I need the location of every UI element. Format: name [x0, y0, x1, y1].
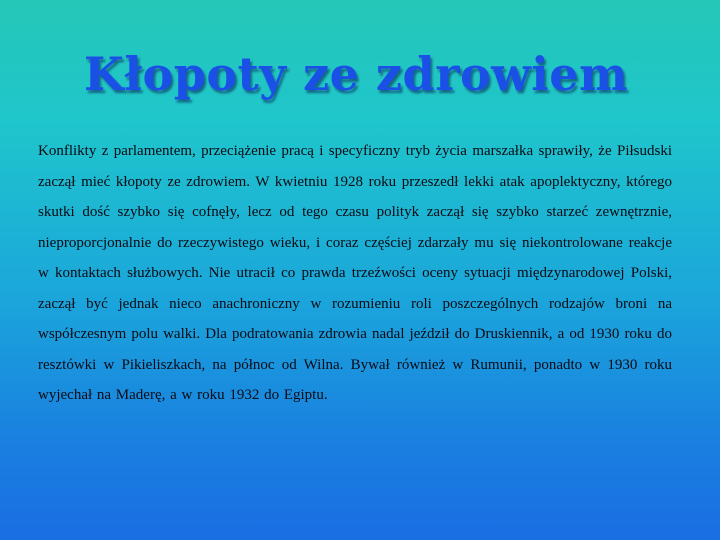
slide-title: Kłopoty ze zdrowiem — [83, 47, 629, 101]
slide-body-text: Konflikty z parlamentem, przeciążenie pracą i specyficzny tryb życia marszałka sprawiły, że Piłsudski zaczął mieć kłopoty ze zdrowiem. W kwietniu 1928 roku przeszedł lekki atak apoplektyczny, którego skutki dość szybko się cofnęły, lecz od tego czasu polityk zaczął się szybko starzeć zewnętrznie, nieproporcjonalnie do rzeczywistego wieku, i coraz częściej zdarzały mu się niekontrolowane reakcje w kontaktach służbowych. Nie utracił co prawda trzeźwości oceny sytuacji międzynarodowej Polski, zaczął być jednak nieco anachroniczny w rozumieniu roli poszczególnych rodzajów broni na współczesnym polu walki. Dla podratowania zdrowia nadal jeździł do Druskiennik, a od 1930 roku do resztówki w Pikieliszkach, na północ od Wilna. Bywał również w Rumunii, ponadto w 1930 roku wyjechał na Maderę, a w roku 1932 do Egiptu. — [38, 143, 672, 403]
